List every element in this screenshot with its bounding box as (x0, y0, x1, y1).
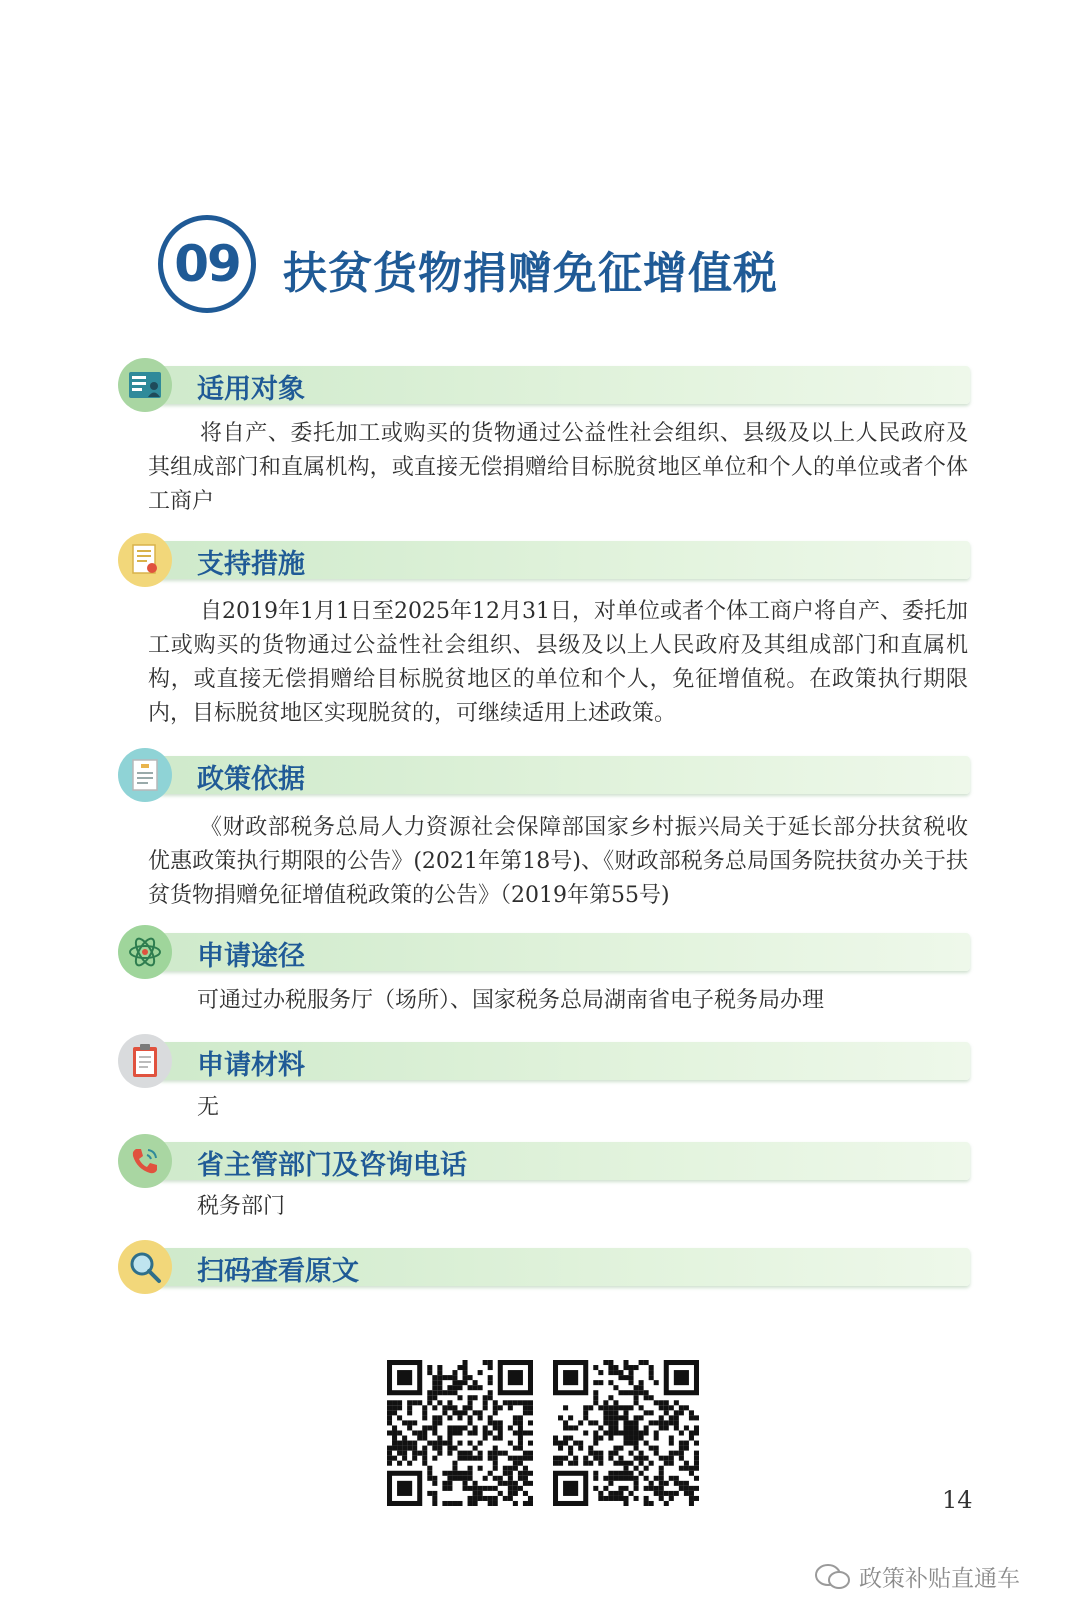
section-title: 支持措施 (197, 549, 305, 580)
section-body: 税务部门 (197, 1194, 286, 1219)
section-title: 省主管部门及咨询电话 (197, 1150, 467, 1181)
page-number: 14 (942, 1486, 973, 1514)
watermark-text: 政策补贴直通车 (859, 1566, 1020, 1592)
qr-code-2 (553, 1360, 699, 1506)
section-body: 可通过办税服务厅（场所）、国家税务总局湖南省电子税务局办理 (197, 988, 825, 1013)
document-icon (118, 748, 172, 802)
page-title: 扶贫货物捐赠免征增值税 (283, 248, 778, 299)
section-title: 扫码查看原文 (197, 1256, 359, 1287)
qr-code-1 (387, 1360, 533, 1506)
section-body: 《财政部税务总局人力资源社会保障部国家乡村振兴局关于延长部分扶贫税收优惠政策执行期限的公告》(2021年第18号)、《财政部税务总局国务院扶贫办关于扶贫货物捐赠免征增值税政策的公告》（2019年第55号) (148, 815, 968, 908)
clipboard-icon (118, 1034, 172, 1088)
section-body: 将自产、委托加工或购买的货物通过公益性社会组织、县级及以上人民政府及其组成部门和直属机构，或直接无偿捐赠给目标脱贫地区单位和个人的单位或者个体工商户 (148, 421, 968, 514)
watermark (815, 1560, 1020, 1593)
section-title: 申请材料 (197, 1050, 305, 1081)
section-body: 自2019年1月1日至2025年12月31日，对单位或者个体工商户将自产、委托加工或购买的货物通过公益性社会组织、县级及以上人民政府及其组成部门和直属机构，或直接无偿捐赠给目标脱贫地区的单位和个人，免征增值税。在政策执行期限内，目标脱贫地区实现脱贫的，可继续适用上述政策。 (148, 599, 968, 726)
section-title: 适用对象 (197, 374, 305, 405)
section-body: 无 (197, 1095, 220, 1120)
section-number-badge: 09 (158, 215, 256, 313)
phone-icon (118, 1134, 172, 1188)
wechat-icon (815, 1563, 851, 1591)
atom-icon (118, 925, 172, 979)
magnifier-icon (118, 1240, 172, 1294)
section-title: 政策依据 (197, 764, 305, 795)
page-header (158, 215, 858, 315)
id-card-icon (118, 358, 172, 412)
certificate-icon (118, 533, 172, 587)
section-title: 申请途径 (197, 941, 305, 972)
